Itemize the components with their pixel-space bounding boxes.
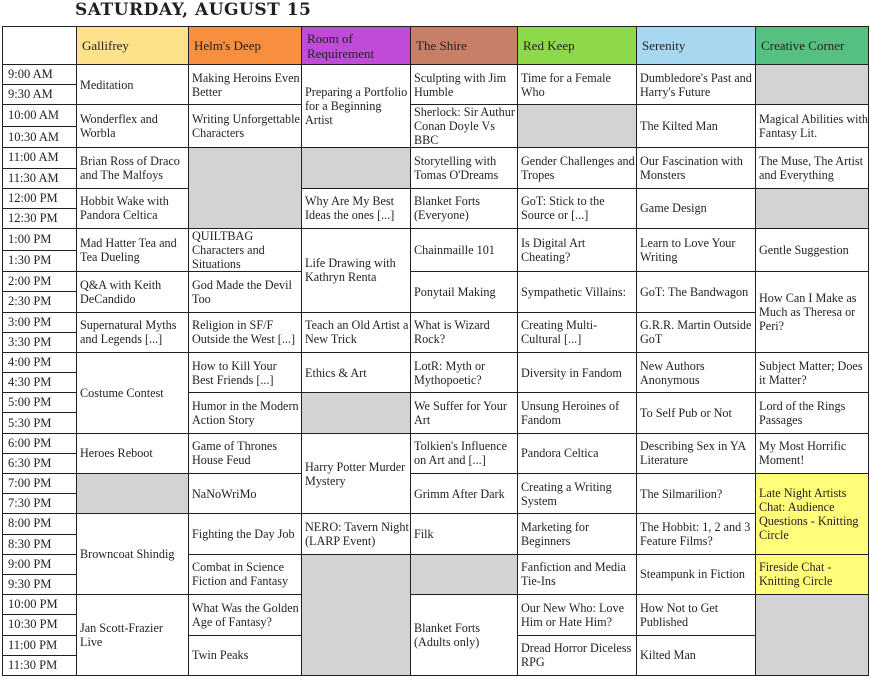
schedule-body <box>3 27 869 676</box>
empty-slot <box>756 595 869 676</box>
time-label: 5:00 PM <box>3 393 77 413</box>
session-cell: Blanket Forts (Everyone) <box>411 188 518 228</box>
empty-slot <box>302 554 411 675</box>
time-label: 6:30 PM <box>3 453 77 473</box>
session-cell: Late Night Artists Chat: Audience Questions - Knitting Circle <box>756 474 869 555</box>
time-label: 9:00 AM <box>3 65 77 85</box>
schedule-grid <box>2 26 869 676</box>
session-cell: Diversity in Fandom <box>518 352 637 392</box>
corner-cell <box>3 27 77 65</box>
time-row <box>3 272 869 292</box>
session-cell: Brian Ross of Draco and The Malfoys <box>77 148 189 188</box>
time-label: 9:30 AM <box>3 85 77 105</box>
session-cell: Chainmaille 101 <box>411 229 518 272</box>
time-row <box>3 65 869 85</box>
session-cell: Life Drawing with Kathryn Renta <box>302 229 411 312</box>
session-cell: Marketing for Beginners <box>518 514 637 554</box>
room-header-row <box>3 27 869 65</box>
session-cell: Unsung Heroines of Fandom <box>518 393 637 433</box>
session-cell: How to Kill Your Best Friends [...] <box>189 352 302 392</box>
session-cell: GoT: The Bandwagon <box>637 272 756 312</box>
session-cell: New Authors Anonymous <box>637 352 756 392</box>
room-header-creative-corner: Creative Corner <box>756 27 869 65</box>
session-cell: Browncoat Shindig <box>77 514 189 595</box>
time-label: 11:30 PM <box>3 655 77 675</box>
session-cell: Heroes Reboot <box>77 433 189 473</box>
session-cell: Preparing a Portfolio for a Beginning Artist <box>302 65 411 148</box>
session-cell: Meditation <box>77 65 189 105</box>
time-label: 9:00 PM <box>3 554 77 574</box>
session-cell: Subject Matter; Does it Matter? <box>756 352 869 392</box>
session-cell: LotR: Myth or Mythopoetic? <box>411 352 518 392</box>
time-label: 4:00 PM <box>3 352 77 372</box>
session-cell: The Hobbit: 1, 2 and 3 Feature Films? <box>637 514 756 554</box>
room-header-helm-s-deep: Helm's Deep <box>189 27 302 65</box>
session-cell: Magical Abilities with Fantasy Lit. <box>756 105 869 148</box>
session-cell: Game Design <box>637 188 756 228</box>
session-cell: Lord of the Rings Passages <box>756 393 869 433</box>
session-cell: Creating a Writing System <box>518 474 637 514</box>
session-cell: G.R.R. Martin Outside GoT <box>637 312 756 352</box>
time-row <box>3 595 869 615</box>
empty-slot <box>302 148 411 188</box>
time-row <box>3 474 869 494</box>
empty-slot <box>756 65 869 105</box>
session-cell: Harry Potter Murder Mystery <box>302 433 411 514</box>
page-title: SATURDAY, AUGUST 15 <box>75 0 312 20</box>
session-cell: Religion in SF/F Outside the West [...] <box>189 312 302 352</box>
time-label: 8:30 PM <box>3 534 77 554</box>
session-cell: Humor in the Modern Action Story <box>189 393 302 433</box>
session-cell: God Made the Devil Too <box>189 272 302 312</box>
session-cell: Storytelling with Tomas O'Dreams <box>411 148 518 188</box>
session-cell: Kilted Man <box>637 635 756 675</box>
room-header-serenity: Serenity <box>637 27 756 65</box>
time-label: 7:30 PM <box>3 494 77 514</box>
time-label: 9:30 PM <box>3 574 77 594</box>
time-label: 3:30 PM <box>3 332 77 352</box>
session-cell: Fireside Chat - Knitting Circle <box>756 554 869 594</box>
session-cell: Time for a Female Who <box>518 65 637 105</box>
time-label: 1:30 PM <box>3 250 77 272</box>
session-cell: Supernatural Myths and Legends [...] <box>77 312 189 352</box>
empty-slot <box>411 554 518 594</box>
session-cell: Sherlock: Sir Authur Conan Doyle Vs BBC <box>411 105 518 148</box>
time-row <box>3 514 869 534</box>
session-cell: We Suffer for Your Art <box>411 393 518 433</box>
session-cell: Sympathetic Villains: <box>518 272 637 312</box>
session-cell: How Not to Get Published <box>637 595 756 635</box>
session-cell: Writing Unforgettable Characters <box>189 105 302 148</box>
time-label: 12:30 PM <box>3 208 77 228</box>
session-cell: NERO: Tavern Night (LARP Event) <box>302 514 411 554</box>
time-row <box>3 148 869 168</box>
time-row <box>3 229 869 251</box>
session-cell: Combat in Science Fiction and Fantasy <box>189 554 302 594</box>
room-header-room-of-requirement: Room of Requirement <box>302 27 411 65</box>
time-row <box>3 352 869 372</box>
session-cell: How Can I Make as Much as Theresa or Peri? <box>756 272 869 353</box>
time-row <box>3 312 869 332</box>
time-label: 2:00 PM <box>3 272 77 292</box>
empty-slot <box>756 188 869 228</box>
session-cell: Ethics & Art <box>302 352 411 392</box>
session-cell: The Muse, The Artist and Everything <box>756 148 869 188</box>
time-label: 7:00 PM <box>3 474 77 494</box>
time-label: 11:30 AM <box>3 168 77 188</box>
room-header-the-shire: The Shire <box>411 27 518 65</box>
session-cell: Tolkien's Influence on Art and [...] <box>411 433 518 473</box>
session-cell: Pandora Celtica <box>518 433 637 473</box>
time-label: 11:00 AM <box>3 148 77 168</box>
empty-slot <box>189 148 302 229</box>
time-row <box>3 188 869 208</box>
session-cell: Costume Contest <box>77 352 189 433</box>
time-label: 11:00 PM <box>3 635 77 655</box>
time-label: 12:00 PM <box>3 188 77 208</box>
session-cell: Grimm After Dark <box>411 474 518 514</box>
session-cell: Dread Horror Diceless RPG <box>518 635 637 675</box>
session-cell: Jan Scott-Frazier Live <box>77 595 189 676</box>
time-label: 3:00 PM <box>3 312 77 332</box>
session-cell: Is Digital Art Cheating? <box>518 229 637 272</box>
session-cell: Making Heroins Even Better <box>189 65 302 105</box>
session-cell: The Silmarilion? <box>637 474 756 514</box>
session-cell: Steampunk in Fiction <box>637 554 756 594</box>
session-cell: QUILTBAG Characters and Situations <box>189 229 302 272</box>
session-cell: Teach an Old Artist a New Trick <box>302 312 411 352</box>
time-label: 6:00 PM <box>3 433 77 453</box>
time-label: 10:00 PM <box>3 595 77 615</box>
session-cell: Game of Thrones House Feud <box>189 433 302 473</box>
session-cell: Fanfiction and Media Tie-Ins <box>518 554 637 594</box>
session-cell: Gender Challenges and Tropes <box>518 148 637 188</box>
session-cell: GoT: Stick to the Source or [...] <box>518 188 637 228</box>
session-cell: Hobbit Wake with Pandora Celtica <box>77 188 189 228</box>
time-label: 8:00 PM <box>3 514 77 534</box>
time-label: 1:00 PM <box>3 229 77 251</box>
time-row <box>3 433 869 453</box>
session-cell: Fighting the Day Job <box>189 514 302 554</box>
room-header-gallifrey: Gallifrey <box>77 27 189 65</box>
session-cell: Gentle Suggestion <box>756 229 869 272</box>
time-label: 4:30 PM <box>3 373 77 393</box>
session-cell: Mad Hatter Tea and Tea Dueling <box>77 229 189 272</box>
session-cell: Q&A with Keith DeCandido <box>77 272 189 312</box>
empty-slot <box>302 393 411 433</box>
session-cell: My Most Horrific Moment! <box>756 433 869 473</box>
session-cell: Describing Sex in YA Literature <box>637 433 756 473</box>
session-cell: The Kilted Man <box>637 105 756 148</box>
time-label: 2:30 PM <box>3 292 77 312</box>
session-cell: What is Wizard Rock? <box>411 312 518 352</box>
time-label: 5:30 PM <box>3 413 77 433</box>
session-cell: What Was the Golden Age of Fantasy? <box>189 595 302 635</box>
session-cell: Our New Who: Love Him or Hate Him? <box>518 595 637 635</box>
session-cell: Learn to Love Your Writing <box>637 229 756 272</box>
session-cell: To Self Pub or Not <box>637 393 756 433</box>
time-label: 10:30 AM <box>3 126 77 148</box>
session-cell: Filk <box>411 514 518 554</box>
session-cell: Dumbledore's Past and Harry's Future <box>637 65 756 105</box>
time-label: 10:00 AM <box>3 105 77 127</box>
session-cell: Blanket Forts (Adults only) <box>411 595 518 676</box>
session-cell: Creating Multi-Cultural [...] <box>518 312 637 352</box>
empty-slot <box>77 474 189 514</box>
session-cell: Twin Peaks <box>189 635 302 675</box>
session-cell: Sculpting with Jim Humble <box>411 65 518 105</box>
time-label: 10:30 PM <box>3 615 77 635</box>
session-cell: NaNoWriMo <box>189 474 302 514</box>
session-cell: Ponytail Making <box>411 272 518 312</box>
session-cell: Wonderflex and Worbla <box>77 105 189 148</box>
session-cell: Our Fascination with Monsters <box>637 148 756 188</box>
time-row <box>3 105 869 127</box>
session-cell: Why Are My Best Ideas the ones [...] <box>302 188 411 228</box>
empty-slot <box>518 105 637 148</box>
room-header-red-keep: Red Keep <box>518 27 637 65</box>
